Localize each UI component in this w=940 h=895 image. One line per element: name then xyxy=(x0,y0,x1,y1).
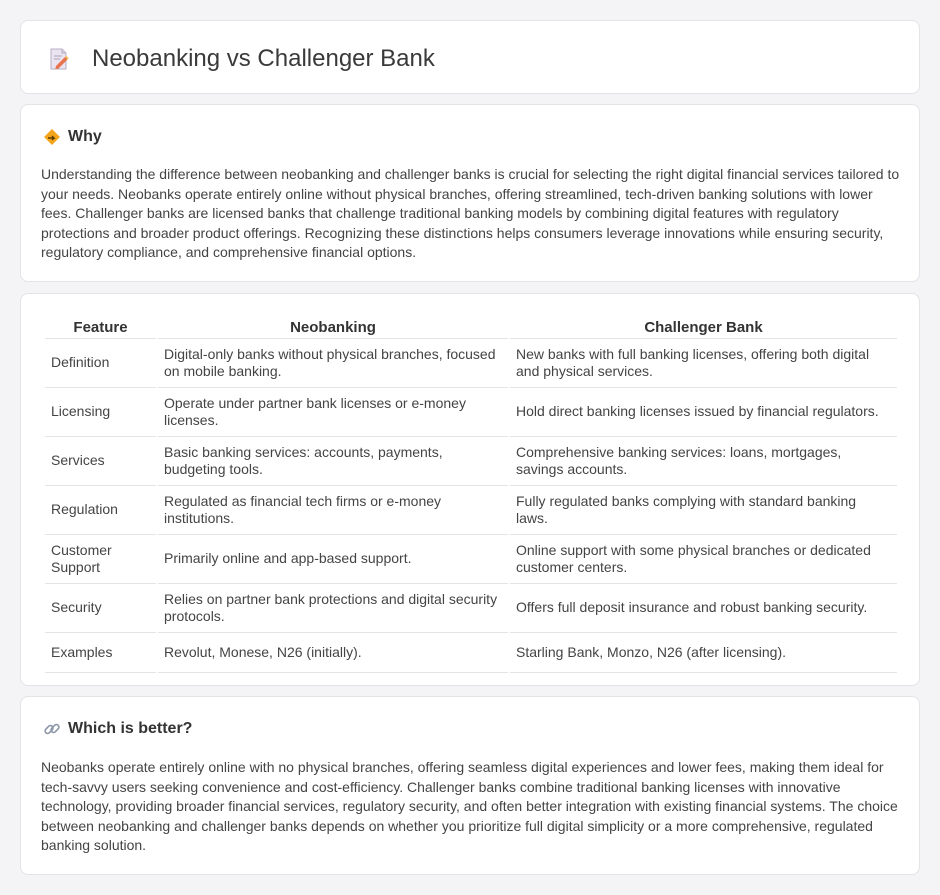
page-title: Neobanking vs Challenger Bank xyxy=(92,45,435,72)
why-heading-row xyxy=(43,128,102,146)
why-section xyxy=(20,104,920,282)
cell-challenger: Starling Bank, Monzo, N26 (after licensing). xyxy=(510,633,897,673)
cell-neobanking: Relies on partner bank protections and digital security protocols. xyxy=(158,584,508,633)
cell-neobanking: Regulated as financial tech firms or e-money institutions. xyxy=(158,486,508,535)
cell-feature: Examples xyxy=(45,633,156,673)
cell-neobanking: Revolut, Monese, N26 (initially). xyxy=(158,633,508,673)
cell-neobanking: Primarily online and app-based support. xyxy=(158,535,508,584)
header-feature: Feature xyxy=(45,315,156,339)
table-row xyxy=(45,388,897,437)
better-heading-row xyxy=(43,720,192,738)
why-text: Understanding the difference between neobanking and challenger banks is crucial for selecting the right digital financial services tailored to your needs. Neobanks operate entirely online without physical branches, offering streamlined, tech-driven banking solutions with lower fees. Challenger banks are licensed banks that challenge traditional banking models by combining digital features with regulatory protections and broader product offerings. Recognizing these distinctions helps consumers leverage innovations while ensuring security, regulatory compliance, and comprehensive financial options. xyxy=(41,166,900,260)
cell-feature: Security xyxy=(45,584,156,633)
link-icon xyxy=(43,720,61,738)
cell-feature: Definition xyxy=(45,339,156,388)
diamond-signpost-icon xyxy=(43,128,61,146)
header-challenger: Challenger Bank xyxy=(510,315,897,339)
table-header-row xyxy=(45,315,897,339)
cell-feature: Customer Support xyxy=(45,535,156,584)
cell-challenger: Online support with some physical branches or dedicated customer centers. xyxy=(510,535,897,584)
header-neobanking: Neobanking xyxy=(158,315,508,339)
cell-neobanking: Operate under partner bank licenses or e-money licenses. xyxy=(158,388,508,437)
cell-challenger: New banks with full banking licenses, offering both digital and physical services. xyxy=(510,339,897,388)
document-pencil-icon xyxy=(47,47,71,71)
cell-challenger: Comprehensive banking services: loans, mortgages, savings accounts. xyxy=(510,437,897,486)
comparison-section xyxy=(20,293,920,686)
better-text: Neobanks operate entirely online with no physical branches, offering seamless digital experiences and lower fees, making them ideal for tech-savvy users seeking convenience and cost-efficiency. Challenger banks combine traditional banking licenses with innovative technology, providing broader financial services, regulatory security, and often better integration with existing financial systems. The choice between neobanking and challenger banks depends on whether you prioritize full digital simplicity or a more comprehensive, regulated banking solution. xyxy=(41,759,898,853)
table-row xyxy=(45,633,897,673)
cell-neobanking: Digital-only banks without physical branches, focused on mobile banking. xyxy=(158,339,508,388)
better-heading: Which is better? xyxy=(68,720,193,737)
cell-feature: Regulation xyxy=(45,486,156,535)
cell-challenger: Offers full deposit insurance and robust banking security. xyxy=(510,584,897,633)
cell-challenger: Fully regulated banks complying with standard banking laws. xyxy=(510,486,897,535)
table-row xyxy=(45,584,897,633)
cell-challenger: Hold direct banking licenses issued by financial regulators. xyxy=(510,388,897,437)
table-row xyxy=(45,437,897,486)
cell-neobanking: Basic banking services: accounts, payments, budgeting tools. xyxy=(158,437,508,486)
table-row xyxy=(45,339,897,388)
which-is-better-section xyxy=(20,696,920,875)
table-row xyxy=(45,486,897,535)
why-heading: Why xyxy=(68,128,102,145)
table-row xyxy=(45,535,897,584)
cell-feature: Licensing xyxy=(45,388,156,437)
comparison-table xyxy=(43,315,899,673)
cell-feature: Services xyxy=(45,437,156,486)
header-card xyxy=(20,20,920,94)
